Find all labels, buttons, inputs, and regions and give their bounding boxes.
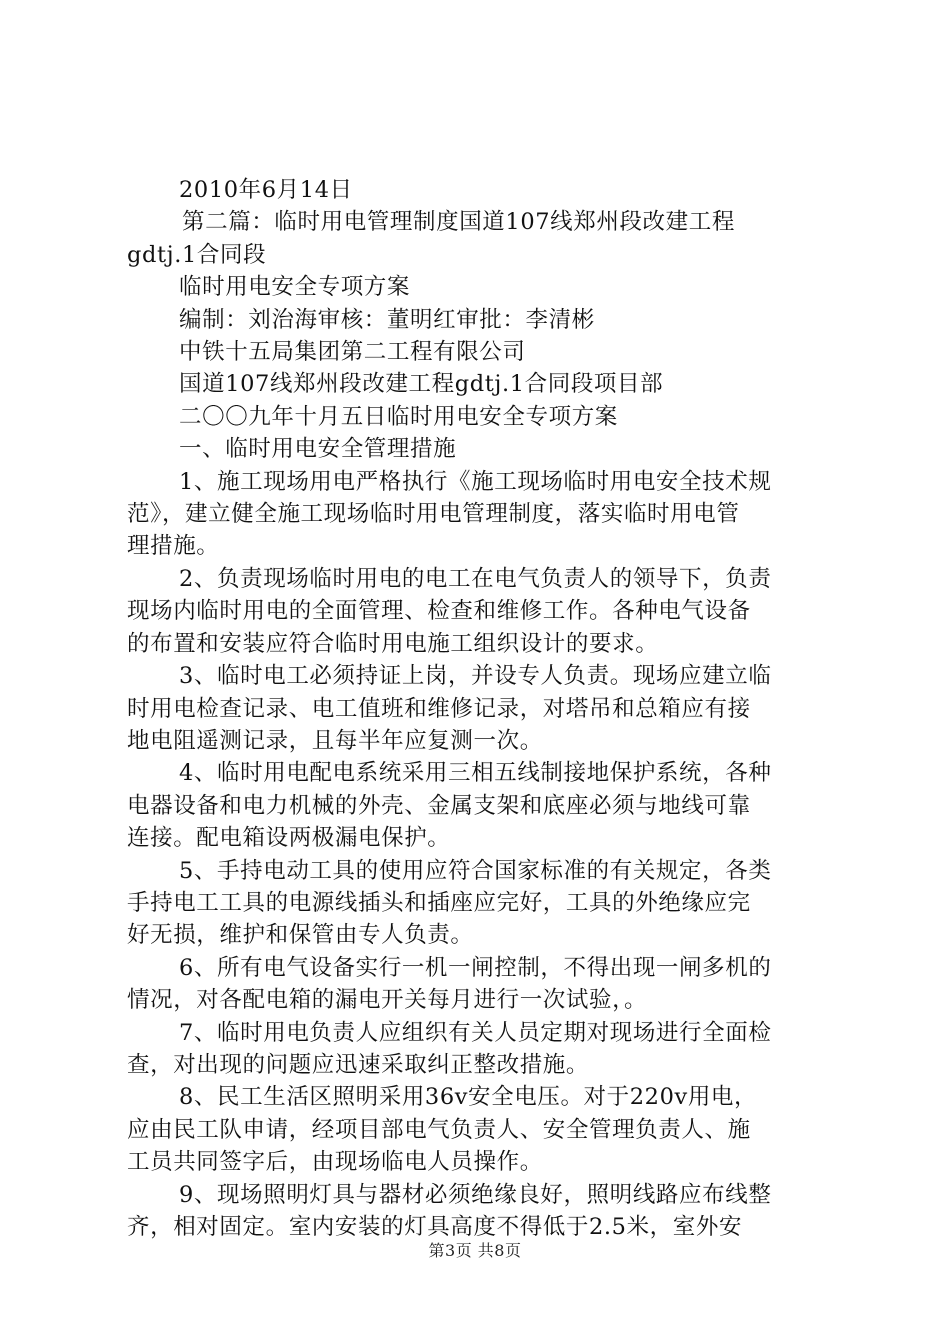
project-department: 国道107线郑州段改建工程gdtj.1合同段项目部 [179,371,664,398]
paragraph-line: 应由民工队申请，经项目部电气负责人、安全管理负责人、施 [127,1116,751,1143]
paragraph-5 [127,855,833,952]
paragraph-1 [127,466,833,563]
date-line: 2010年6月14日 [179,177,353,203]
paragraph-line: 4、临时用电配电系统采用三相五线制接地保护系统，各种 [179,760,772,787]
part2-heading-line2: gdtj.1合同段 [127,241,267,268]
paragraph-line: 地电阻遥测记录，且每半年应复测一次。 [127,727,543,754]
paragraph-line: 1、施工现场用电严格执行《施工现场临时用电安全技术规 [179,468,772,495]
paragraph-line: 好无损，维护和保管由专人负责。 [127,922,474,949]
paragraph-4 [127,757,833,854]
paragraph-line: 时用电检查记录、电工值班和维修记录，对塔吊和总箱应有接 [127,695,751,722]
document-title: 临时用电安全专项方案 [179,274,411,301]
paragraph-line: 电器设备和电力机械的外壳、金属支架和底座必须与地线可靠 [127,792,751,819]
paragraph-9 [127,1179,833,1244]
document-body [127,174,833,1243]
page-footer: 第3页 共8页 [428,1241,522,1260]
paragraph-6 [127,952,833,1017]
part2-heading-line1: 第二篇：临时用电管理制度国道107线郑州段改建工程 [182,209,735,236]
paragraph-line: 现场内临时用电的全面管理、检查和维修工作。各种电气设备 [127,598,751,625]
paragraph-line: 3、临时电工必须持证上岗，并设专人负责。现场应建立临 [179,663,772,690]
paragraph-line: 工员共同签字后，由现场临电人员操作。 [127,1149,543,1176]
date-and-title: 二〇〇九年十月五日临时用电安全专项方案 [179,403,618,430]
editors-line: 编制：刘治海审核：董明红审批：李清彬 [179,306,595,333]
paragraph-line: 理措施。 [127,533,220,560]
paragraph-3 [127,660,833,757]
paragraph-line: 9、现场照明灯具与器材必须绝缘良好，照明线路应布线整 [179,1181,772,1208]
paragraph-list [127,466,833,1244]
section-heading: 一、临时用电安全管理措施 [179,436,457,463]
company-name: 中铁十五局集团第二工程有限公司 [179,339,526,366]
paragraph-line: 齐，相对固定。室内安装的灯具高度不得低于2.5米，室外安 [127,1214,743,1240]
paragraph-line: 查，对出现的问题应迅速采取纠正整改措施。 [127,1051,590,1078]
paragraph-line: 情况，对各配电箱的漏电开关每月进行一次试验，。 [127,987,648,1014]
paragraph-line: 手持电工工具的电源线插头和插座应完好，工具的外绝缘应完 [127,889,751,916]
paragraph-8 [127,1081,833,1178]
paragraph-line: 2、负责现场临时用电的电工在电气负责人的领导下，负责 [179,565,772,592]
paragraph-line: 6、所有电气设备实行一机一闸控制，不得出现一闸多机的 [179,954,772,981]
paragraph-line: 的布置和安装应符合临时用电施工组织设计的要求。 [127,630,659,657]
paragraph-line: 连接。配电箱设两极漏电保护。 [127,825,451,852]
paragraph-line: 8、民工生活区照明采用36v安全电压。对于220v用电， [179,1084,758,1111]
paragraph-line: 7、临时用电负责人应组织有关人员定期对现场进行全面检 [179,1019,772,1046]
paragraph-7 [127,1017,833,1082]
paragraph-line: 范》，建立健全施工现场临时用电管理制度，落实临时用电管 [127,501,740,528]
paragraph-2 [127,563,833,660]
paragraph-line: 5、手持电动工具的使用应符合国家标准的有关规定，各类 [179,857,772,884]
